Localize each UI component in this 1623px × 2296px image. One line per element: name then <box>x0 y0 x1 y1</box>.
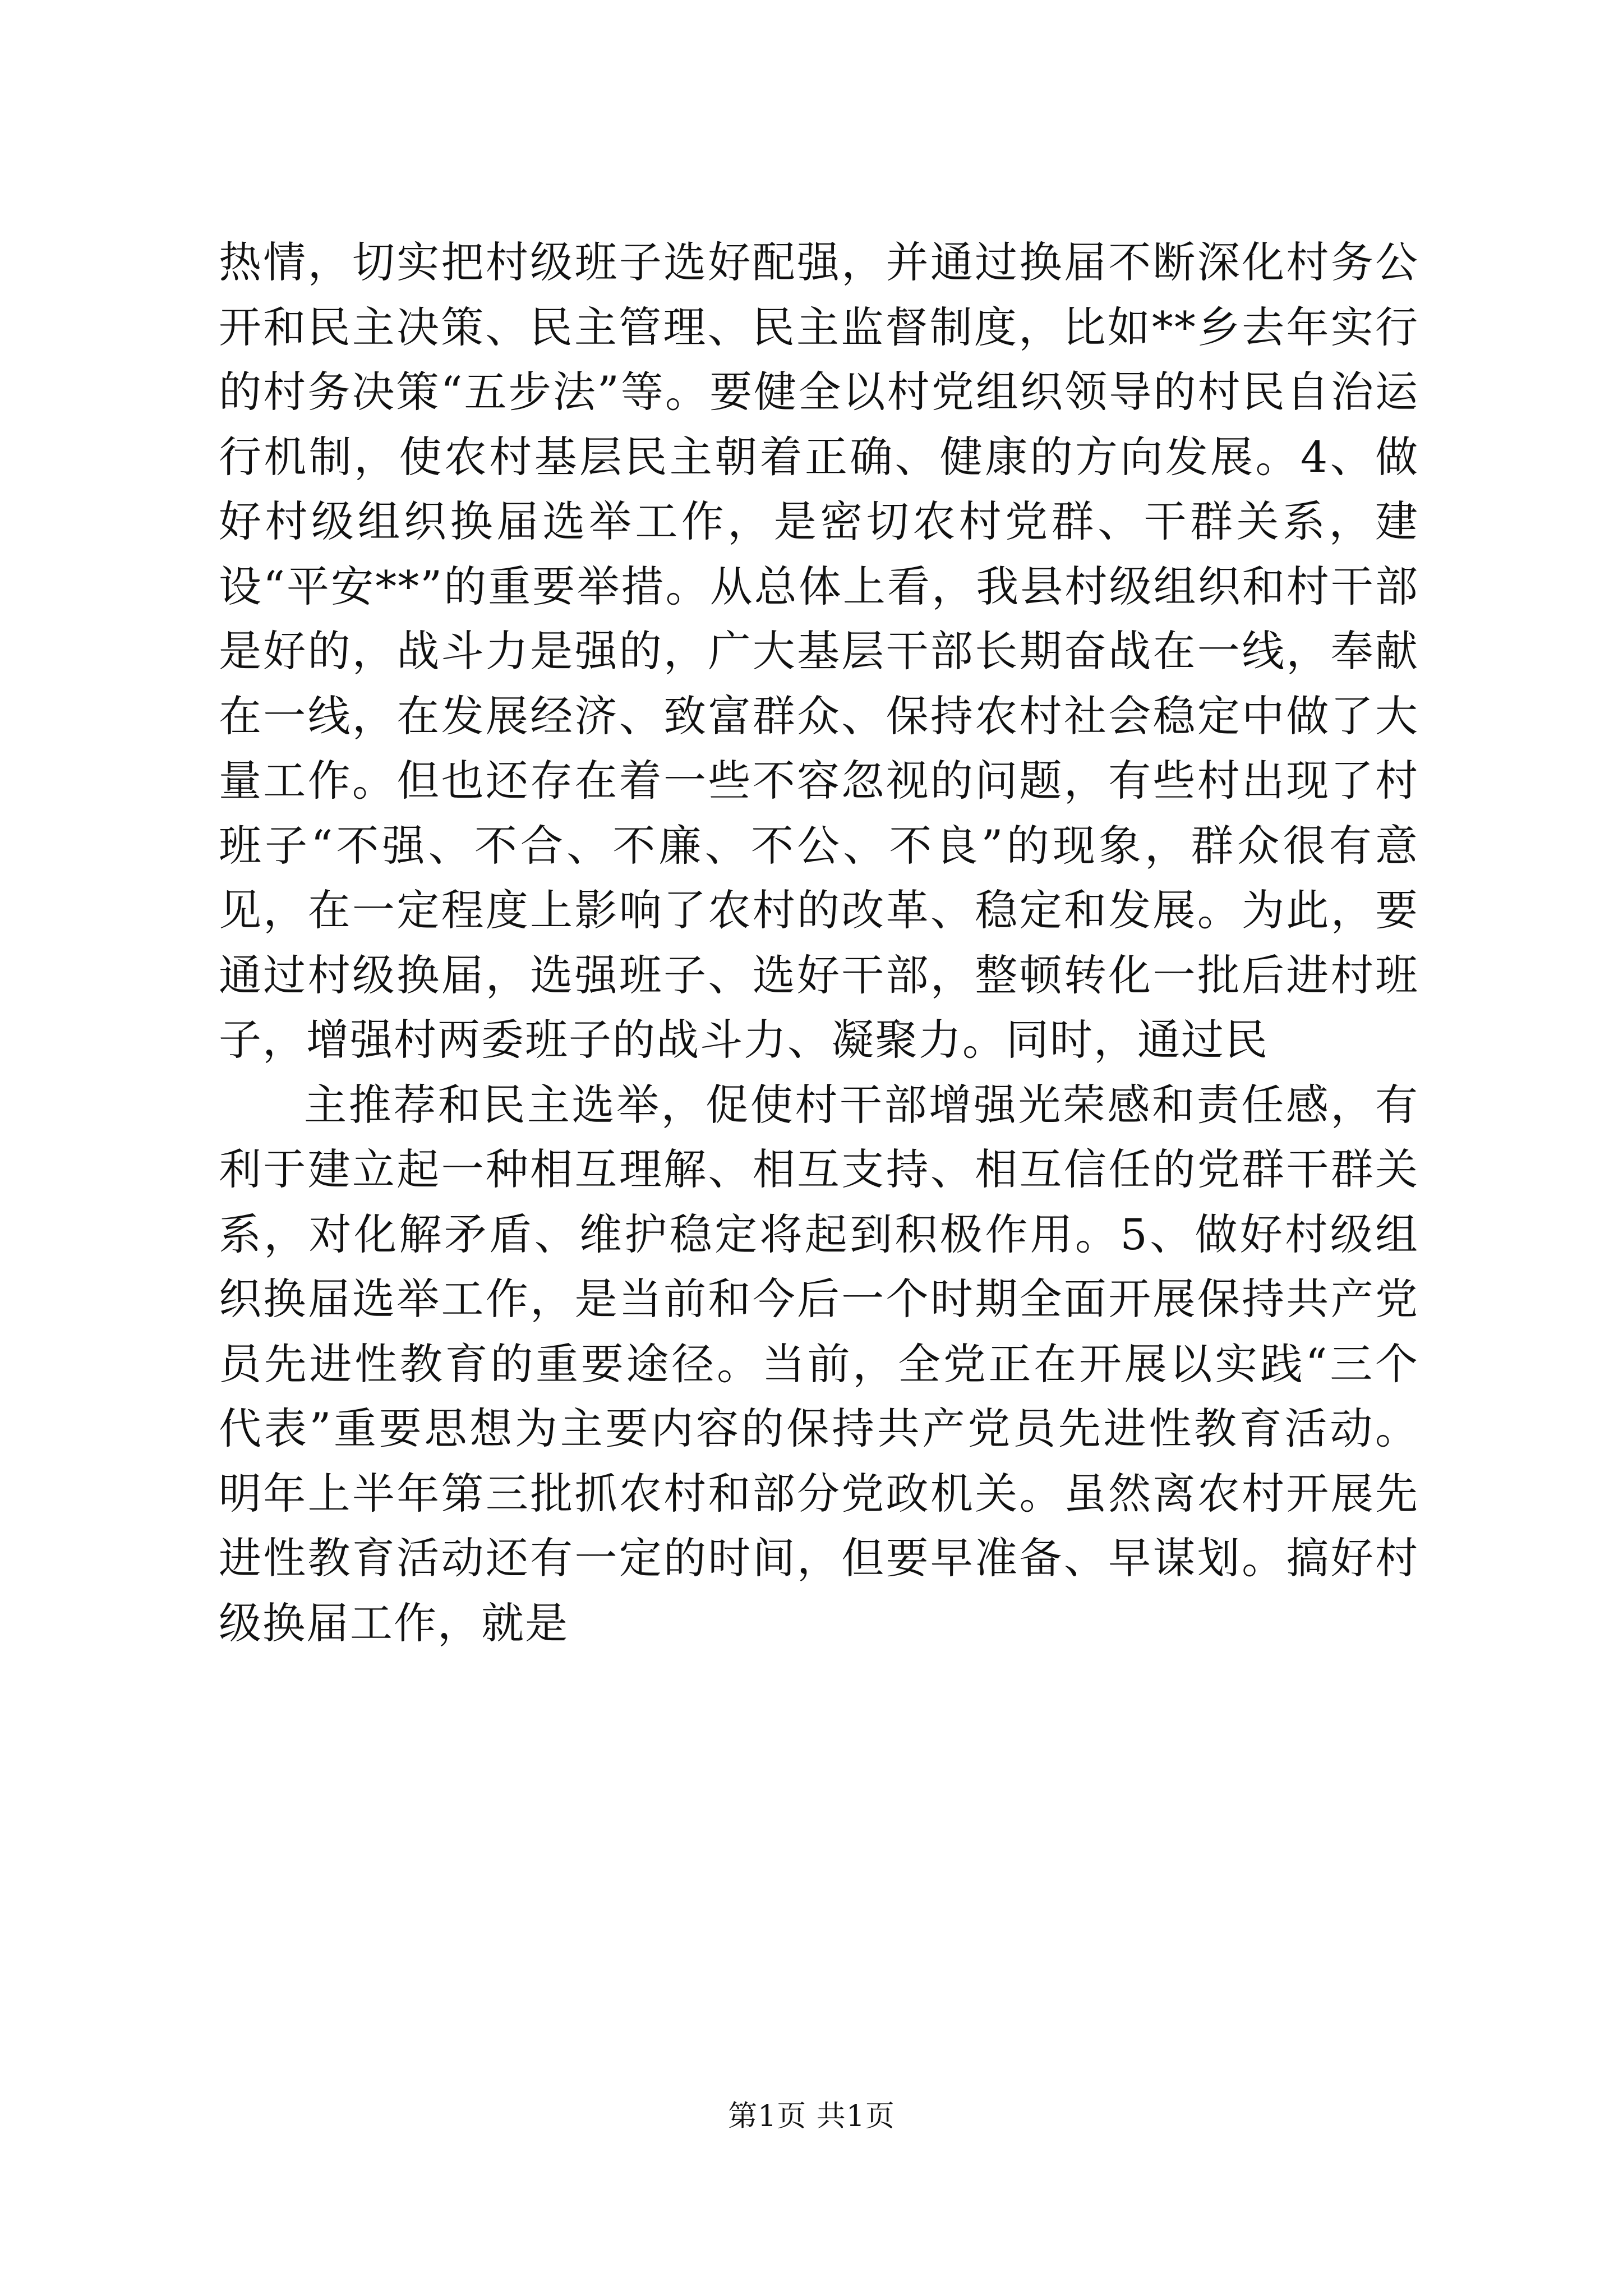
paragraph-2: 主推荐和民主选举，促使村干部增强光荣感和责任感，有利于建立起一种相互理解、相互支持、相互信任的党群干群关系，对化解矛盾、维护稳定将起到积极作用。5、做好村级组织换届选举工作，是当前和今后一个时期全面开展保持共产党员先进性教育的重要途径。当前，全党正在开展以实践“三个代表”重要思想为主要内容的保持共产党员先进性教育活动。明年上半年第三批抓农村和部分党政机关。虽然离农村开展先进性教育活动还有一定的时间，但要早准备、早谋划。搞好村级换届工作，就是 <box>219 1079 1419 1648</box>
paragraph-1: 热情，切实把村级班子选好配强，并通过换届不断深化村务公开和民主决策、民主管理、民主监督制度，比如**乡去年实行的村务决策“五步法”等。要健全以村党组织领导的村民自治运行机制，使农村基层民主朝着正确、健康的方向发展。4、做好村级组织换届选举工作，是密切农村党群、干群关系，建设“平安**”的重要举措。从总体上看，我县村级组织和村干部是好的，战斗力是强的，广大基层干部长期奋战在一线，奉献在一线，在发展经济、致富群众、保持农村社会稳定中做了大量工作。但也还存在着一些不容忽视的问题，有些村出现了村班子“不强、不合、不廉、不公、不良”的现象，群众很有意见，在一定程度上影响了农村的改革、稳定和发展。为此，要通过村级换届，选强班子、选好干部，整顿转化一批后进村班子，增强村两委班子的战斗力、凝聚力。同时，通过民 <box>219 237 1419 1065</box>
document-body <box>219 230 1419 1655</box>
page-footer: 第1页 共1页 <box>728 2100 895 2133</box>
